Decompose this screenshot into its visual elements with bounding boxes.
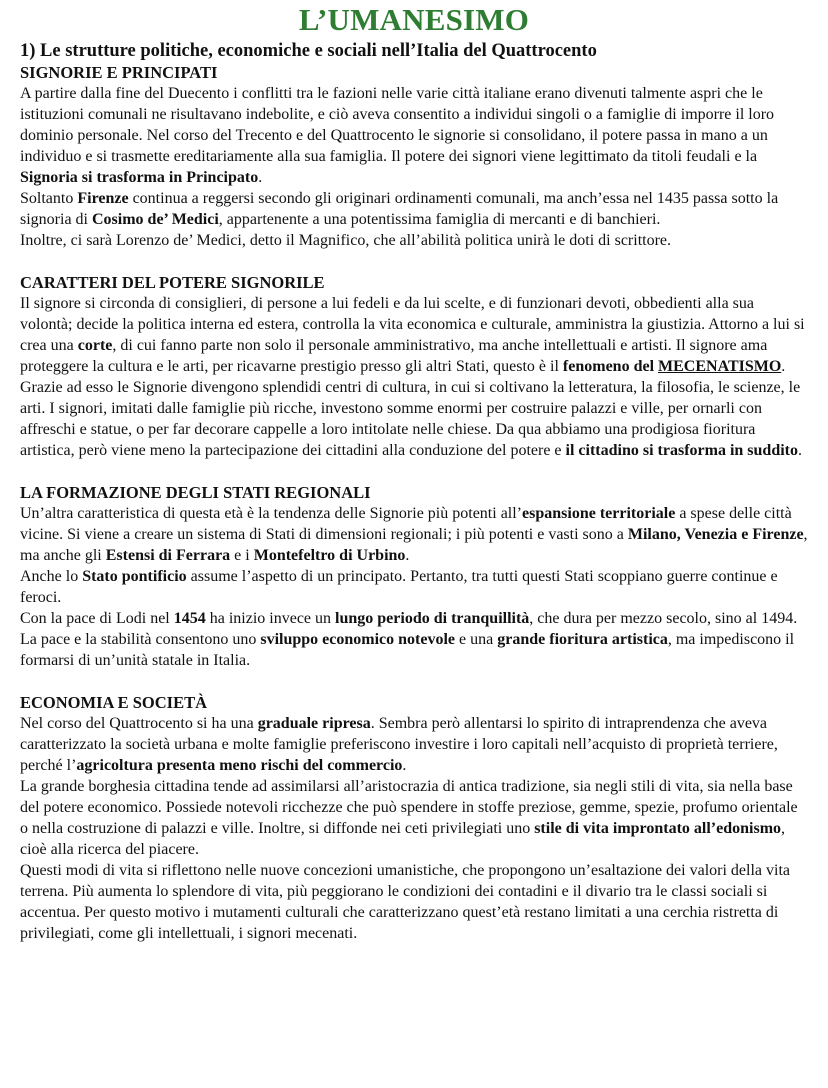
paragraph — [20, 230, 808, 251]
bold-text: graduale ripresa — [257, 715, 371, 732]
paragraph — [20, 776, 808, 860]
text-run: e i — [230, 547, 254, 564]
text-run: assume l’aspetto di un principato. Pertanto, tra tutti questi Stati scoppiano guerre continue e feroci. — [20, 568, 778, 606]
text-run: , ma impediscono il formarsi di un’unità statale in Italia. — [20, 631, 795, 669]
text-run: e una — [455, 631, 498, 648]
bold-text: Stato pontificio — [82, 568, 187, 585]
section-economia-societa — [20, 692, 808, 944]
text-run: a spese delle città vicine. Si viene a creare un sistema di Stati di dimensioni regionali; i più potenti e vasti sono a — [20, 505, 792, 543]
section-formazione-stati-regionali — [20, 482, 808, 671]
text-run: . — [405, 547, 410, 564]
text-run: A partire dalla fine del Duecento i conflitti tra le fazioni nelle varie città italiane erano divenuti talmente aspri che le istituzioni comunali ne risultavano indebolite, e ciò aveva consentito a individui singoli o a famiglie di imporre il loro dominio personale. Nel corso del Trecento e del Quattrocento le signorie si consolidano, il potere passa in mano a un individuo e si trasmette ereditariamente alla sua famiglia. Il potere dei signori viene legittimato da titoli feudali e la — [20, 85, 775, 165]
bold-text: 1454 — [173, 610, 206, 627]
bold-text: lungo periodo di tranquillità — [335, 610, 530, 627]
text-run: , appartenente a una potentissima famiglia di mercanti e di banchieri. — [218, 211, 661, 228]
spacer — [20, 671, 808, 692]
text-run: ha inizio invece un — [205, 610, 336, 627]
paragraph — [20, 566, 808, 608]
text-run: . Grazie ad esso le Signorie divengono splendidi centri di cultura, in cui si coltivano la letteratura, la filosofia, le scienze, le arti. I signori, imitati dalle famiglie più ricche, investono somme enormi per costruire palazzi e ville, per ornarli con affreschi e statue, o per far decorare cappelle a loro intitolate nelle chiese. Da qua abbiamo una prodigiosa fioritura artistica, però viene meno la partecipazione dei cittadini alla conduzione del potere e — [20, 358, 801, 459]
bold-text: Firenze — [77, 190, 129, 207]
text-run: Inoltre, ci sarà Lorenzo de’ Medici, detto il Magnifico, che all’abilità politica unirà le doti di scrittore. — [20, 232, 672, 249]
paragraph — [20, 293, 808, 461]
spacer — [20, 461, 808, 482]
document-subtitle: 1) Le strutture politiche, economiche e sociali nell’Italia del Quattrocento — [20, 41, 597, 61]
bold-text: MECENATISMO — [658, 358, 782, 375]
text-run: . — [798, 442, 802, 459]
bold-text: agricoltura presenta meno rischi del commercio — [76, 757, 403, 774]
text-run: . — [258, 169, 263, 186]
text-run: , che dura per mezzo secolo, sino al 1494. La pace e la stabilità consentono uno — [20, 610, 798, 648]
paragraph — [20, 188, 808, 230]
section-heading: LA FORMAZIONE DEGLI STATI REGIONALI — [20, 483, 371, 502]
bold-text: Cosimo de’ Medici — [92, 211, 219, 228]
text-run: Un’altra caratteristica di questa età è la tendenza delle Signorie più potenti all’ — [20, 505, 523, 522]
section-heading: ECONOMIA E SOCIETÀ — [20, 693, 208, 712]
spacer — [20, 251, 808, 272]
bold-text: grande fioritura artistica — [497, 631, 668, 648]
text-run: Nel corso del Quattrocento si ha una — [20, 715, 258, 732]
bold-text: stile di vita improntato all’edonismo — [534, 820, 782, 837]
bold-text: sviluppo economico notevole — [260, 631, 456, 648]
text-run: Il signore si circonda di consiglieri, di persone a lui fedeli e da lui scelte, e di funzionari devoti, obbedienti alla sua volontà; decide la politica interna ed estera, controlla la vita economica e culturale, amministra la giustizia. Attorno a lui si crea una — [20, 295, 805, 354]
paragraph — [20, 83, 808, 188]
bold-text: Estensi di Ferrara — [105, 547, 231, 564]
text-run: . — [402, 757, 407, 774]
text-run: Con la pace di Lodi nel — [20, 610, 174, 627]
document-title: L’UMANESIMO — [298, 2, 530, 37]
bold-text: Milano, Venezia e Firenze — [627, 526, 804, 543]
paragraph — [20, 860, 808, 944]
section-heading: SIGNORIE E PRINCIPATI — [20, 63, 218, 82]
paragraph — [20, 608, 808, 671]
paragraph — [20, 503, 808, 566]
document-page — [0, 2, 828, 944]
paragraph — [20, 713, 808, 776]
document-body — [20, 62, 808, 944]
text-run: , ma anche gli — [20, 526, 808, 564]
text-run: Soltanto — [20, 190, 78, 207]
bold-text: il cittadino si trasforma in suddito — [565, 442, 798, 459]
text-run: , di cui fanno parte non solo il personale amministrativo, ma anche intellettuali e artisti. Il signore ama proteggere la cultura e le arti, per ricavarne prestigio presso gli altri Stati, questo è il — [20, 337, 768, 375]
bold-text: Signoria si trasforma in Principato — [20, 169, 259, 186]
bold-text: fenomeno del — [562, 358, 659, 375]
text-run: continua a reggersi secondo gli originari ordinamenti comunali, ma anch’essa nel 1435 passa sotto la signoria di — [20, 190, 779, 228]
section-signorie-principati — [20, 62, 808, 251]
section-caratteri-potere-signorile — [20, 272, 808, 461]
section-heading: CARATTERI DEL POTERE SIGNORILE — [20, 273, 325, 292]
text-run: , cioè alla ricerca del piacere. — [20, 820, 786, 858]
bold-text: Montefeltro di Urbino — [253, 547, 406, 564]
bold-text: corte — [77, 337, 113, 354]
text-run: La grande borghesia cittadina tende ad assimilarsi all’aristocrazia di antica tradizione, sia negli stili di vita, sia nella base del potere economico. Possiede notevoli ricchezze che può spendere in stoffe preziose, gemme, spezie, profumo orientale o nella costruzione di palazzi e ville. Inoltre, si diffonde nei ceti privilegiati uno — [20, 778, 798, 837]
text-run: Questi modi di vita si riflettono nelle nuove concezioni umanistiche, che propongono un’esaltazione dei valori della vita terrena. Più aumenta lo splendore di vita, più peggiorano le condizioni dei contadini e il divario tra le classi sociali si accentua. Per questo motivo i mutamenti culturali che caratterizzano quest’età restano limitati a una cerchia ristretta di privilegiati, come gli intellettuali, i signori mecenati. — [20, 862, 790, 942]
text-run: Anche lo — [20, 568, 83, 585]
bold-text: espansione territoriale — [522, 505, 676, 522]
text-run: . Sembra però allentarsi lo spirito di intraprendenza che aveva caratterizzato la società urbana e molte famiglie preferiscono investire i loro capitali nell’acquisto di proprietà terriere, perché l’ — [20, 715, 778, 774]
